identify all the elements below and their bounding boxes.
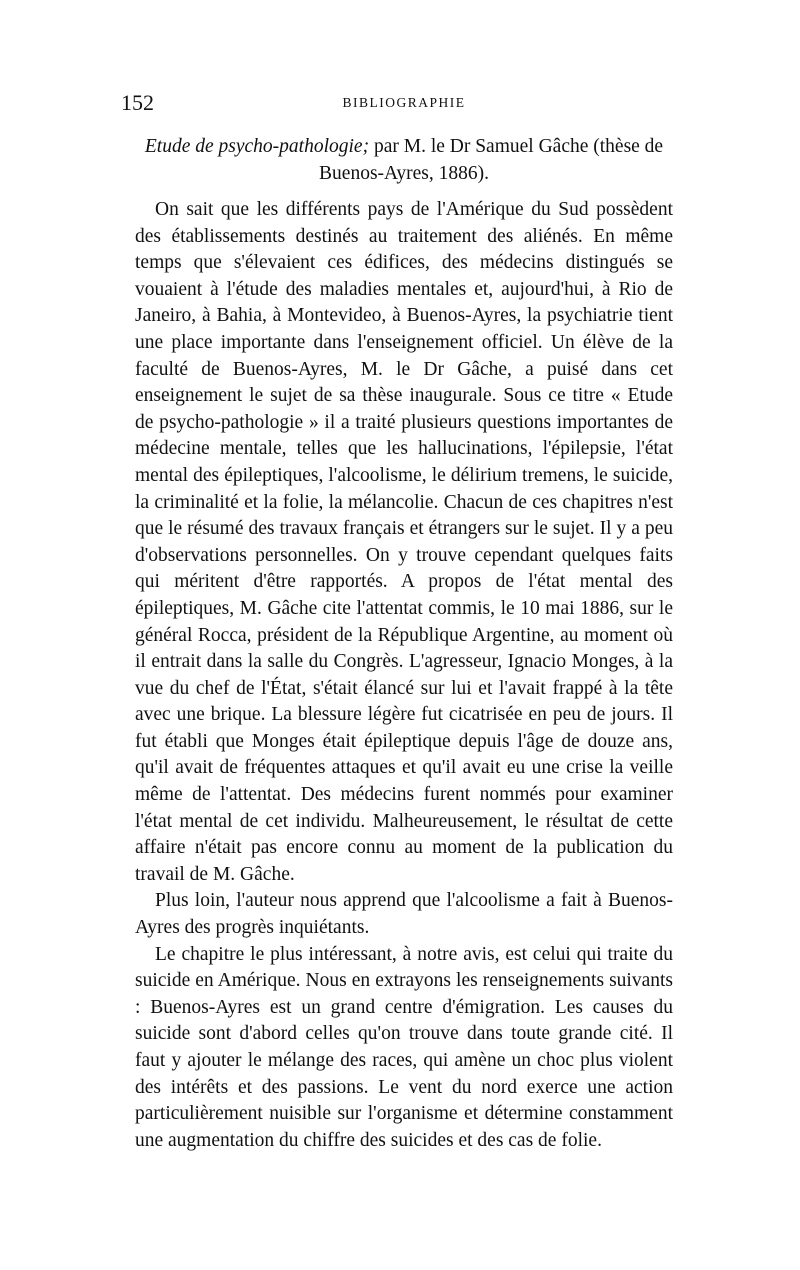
running-head <box>121 90 673 120</box>
review-body <box>135 197 673 1154</box>
page-number: 152 <box>121 90 154 115</box>
paragraph: Plus loin, l'auteur nous apprend que l'alcoolisme a fait à Buenos-Ayres des progrès inquiétants. <box>135 890 673 939</box>
book-page <box>121 90 673 1154</box>
work-title: Etude de psycho-pathologie; <box>144 136 370 157</box>
paragraph: Le chapitre le plus intéressant, à notre avis, est celui qui traite du suicide en Amérique. Nous en extrayons les renseignements suivants : Buenos-Ayres est un grand centre d'émigration. Les causes du suicide sont d'abord celles qu'on trouve dans toute grande cité. Il faut y ajouter le mélange des races, qui amène un choc plus violent des intérêts et des passions. Le vent du nord exerce une action particulièrement nuisible sur l'organisme et détermine constamment une augmentation du chiffre des suicides et des cas de folie. <box>135 943 673 1151</box>
review-heading <box>135 133 673 187</box>
author-line: par M. le Dr Samuel Gâche (thèse de Buenos-Ayres, 1886). <box>319 136 664 184</box>
running-title: BIBLIOGRAPHIE <box>342 95 466 110</box>
paragraph: On sait que les différents pays de l'Amérique du Sud possèdent des établissements destinés au traitement des aliénés. En même temps que s'élevaient ces édifices, des médecins distingués se vouaient à l'étude des maladies mentales et, aujourd'hui, à Rio de Janeiro, à Bahia, à Montevideo, à Buenos-Ayres, la psychiatrie tient une place importante dans l'enseignement officiel. Un élève de la faculté de Buenos-Ayres, M. le Dr Gâche, a puisé dans cet enseignement le sujet de sa thèse inaugurale. Sous ce titre « Etude de psycho-pathologie » il a traité plusieurs questions importantes de médecine mentale, telles que les hallucinations, l'épilepsie, l'état mental des épileptiques, l'alcoolisme, le délirium tremens, le suicide, la criminalité et la folie, la mélancolie. Chacun de ces chapitres n'est que le résumé des travaux français et étrangers sur le sujet. Il y a peu d'observations personnelles. On y trouve cependant quelques faits qui méritent d'être rapportés. A propos de l'état mental des épileptiques, M. Gâche cite l'attentat commis, le 10 mai 1886, sur le général Rocca, président de la République Argentine, au moment où il entrait dans la salle du Congrès. L'agresseur, Ignacio Monges, à la vue du chef de l'État, s'était élancé sur lui et l'avait frappé à la tête avec une brique. La blessure légère fut cicatrisée en peu de jours. Il fut établi que Monges était épileptique depuis l'âge de douze ans, qu'il avait de fréquentes attaques et qu'il avait eu une crise la veille même de l'attentat. Des médecins furent nommés pour examiner l'état mental de cet individu. Malheureusement, le résultat de cette affaire n'était pas encore connu au moment de la publication du travail de M. Gâche. <box>135 199 673 885</box>
